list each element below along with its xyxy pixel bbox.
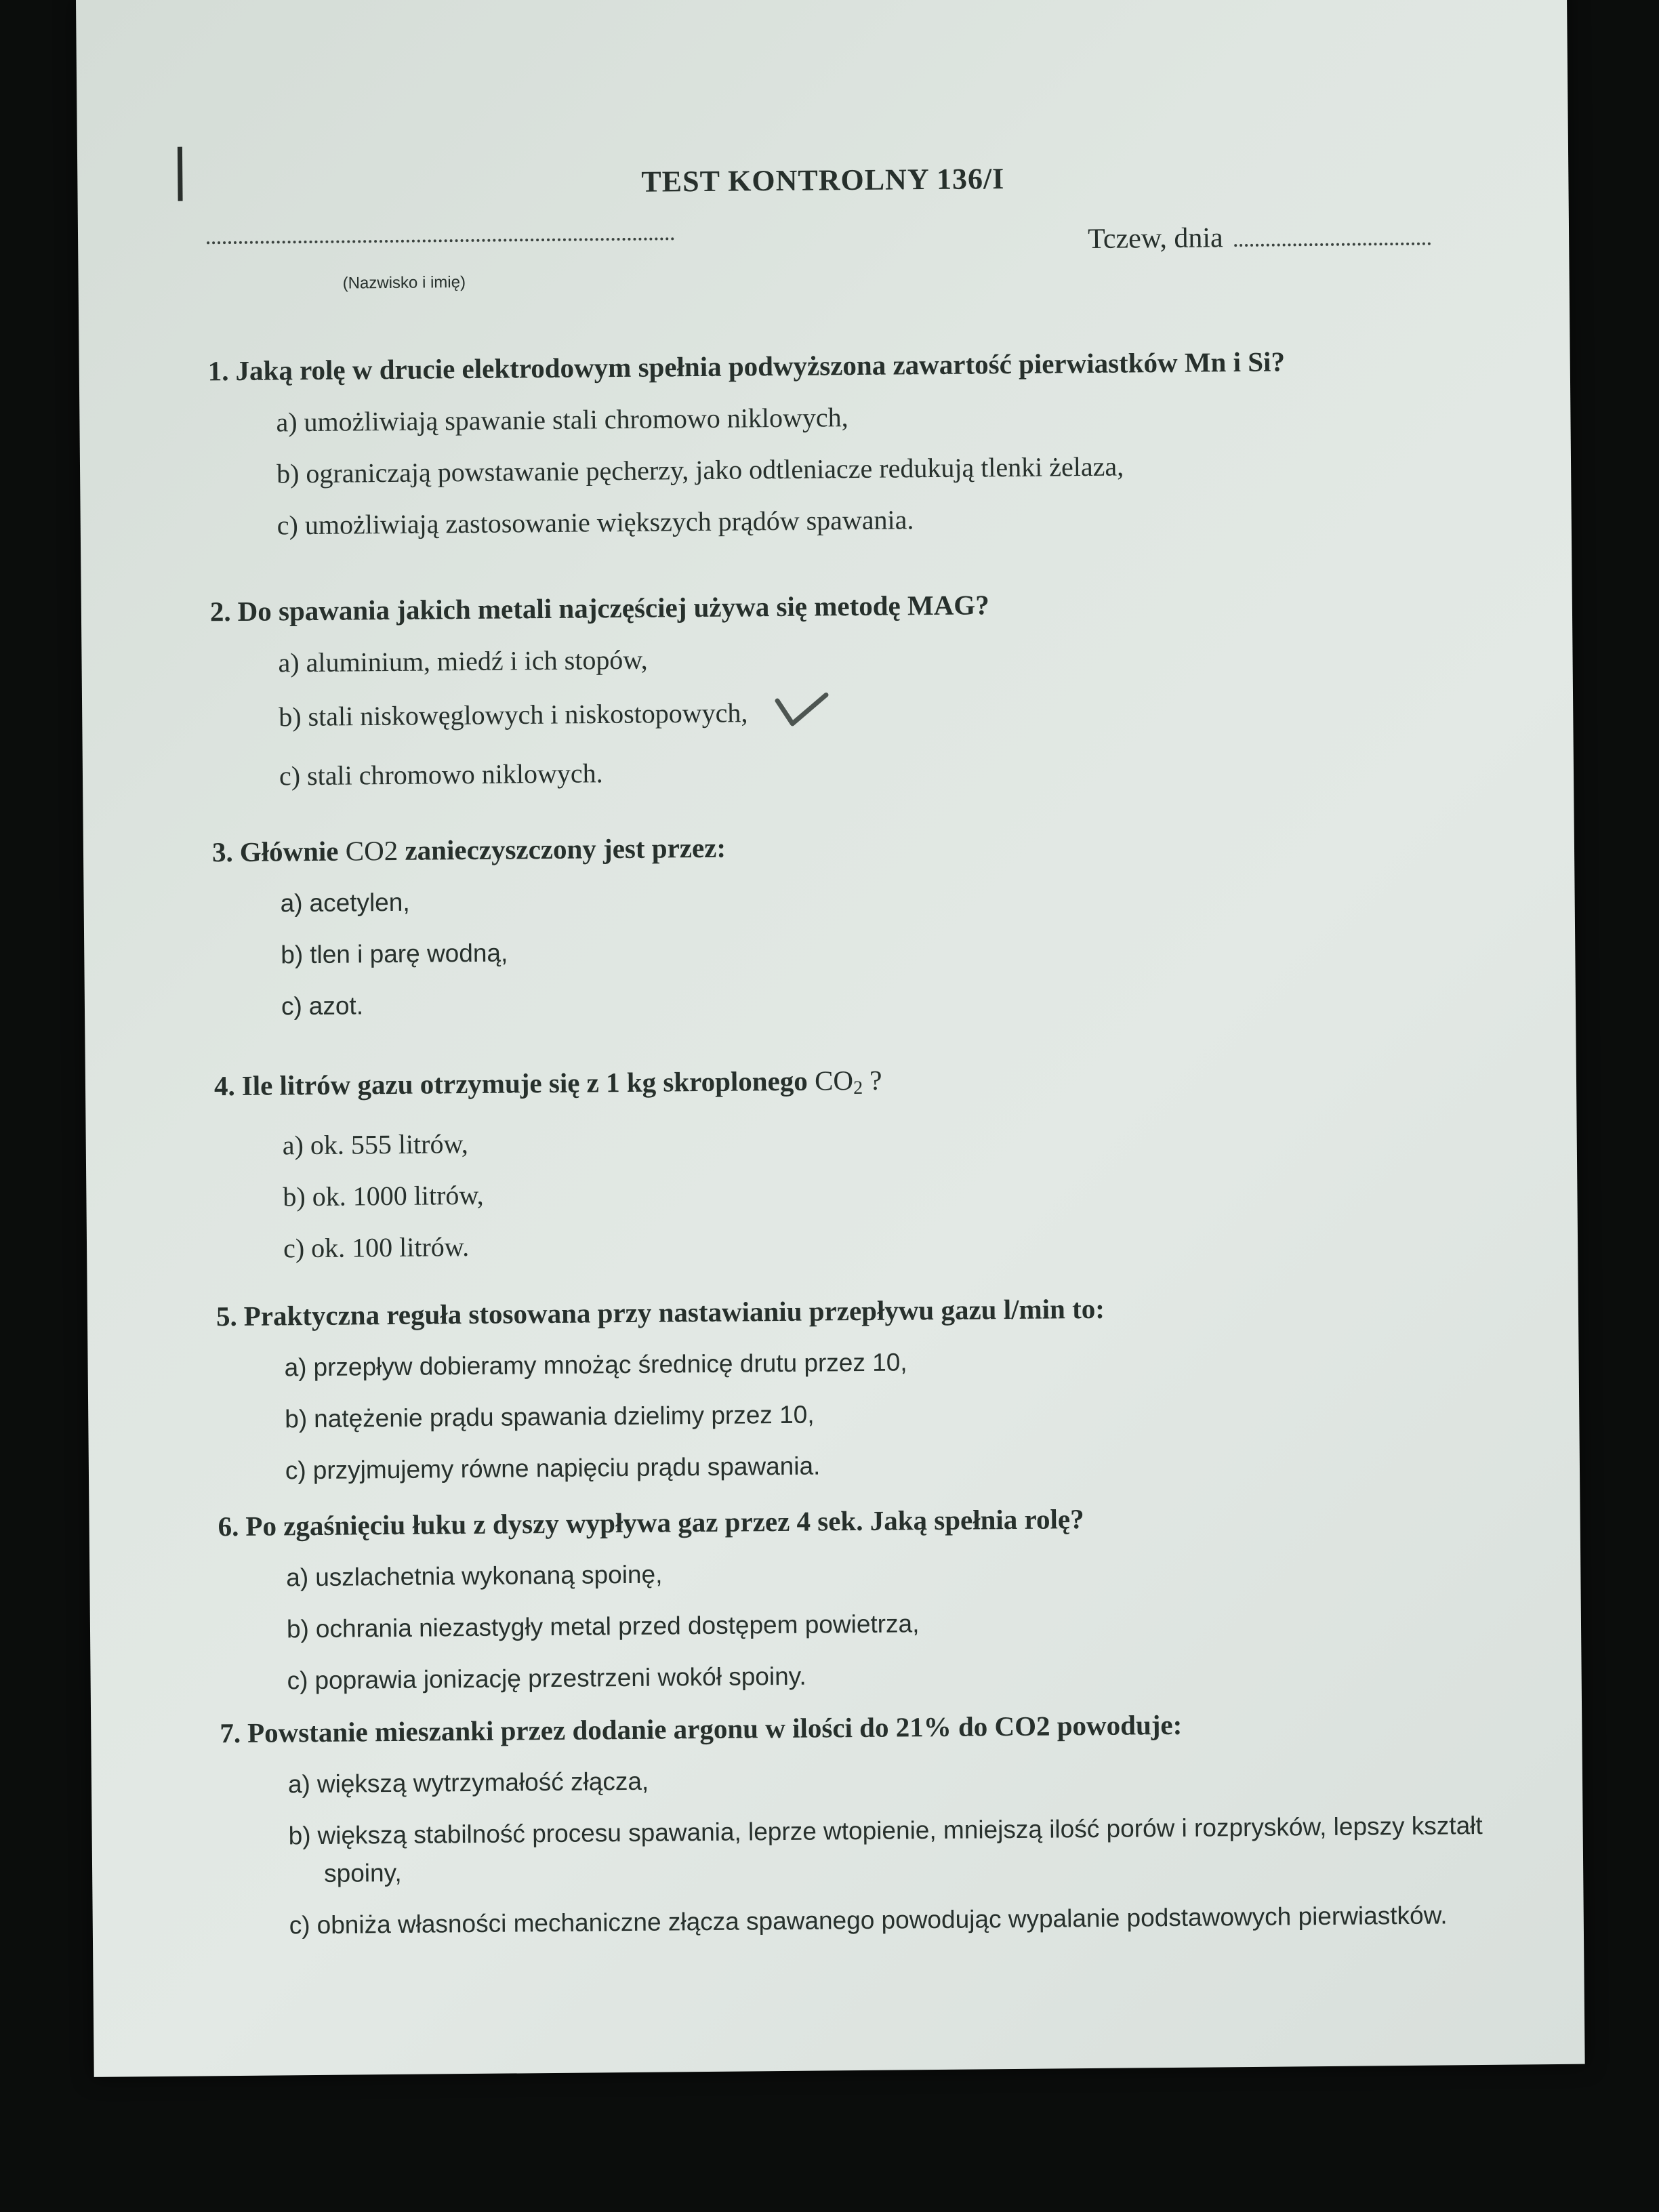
test-sheet: [76, 0, 1585, 2077]
co2-formula: $CO_2$: [814, 1065, 863, 1099]
question-1: [208, 340, 1538, 558]
answer-option[interactable]: [276, 392, 1536, 441]
answer-option[interactable]: [281, 925, 1541, 974]
option-letter: b): [286, 1615, 310, 1643]
question-3: [212, 821, 1542, 1040]
option-letter: a): [276, 407, 298, 438]
option-letter: c): [281, 992, 302, 1021]
answer-option[interactable]: [283, 1167, 1543, 1216]
answer-option[interactable]: [280, 874, 1540, 922]
answer-list: [208, 392, 1538, 545]
question-label: Praktyczna reguła stosowana przy nastawianiu przepływu gazu l/min to:: [243, 1292, 1105, 1332]
option-text: stali chromowo niklowych.: [306, 758, 603, 792]
answer-option[interactable]: [283, 1218, 1544, 1267]
option-letter: a): [284, 1353, 307, 1382]
question-text: [218, 1495, 1546, 1546]
question-number: 5.: [216, 1300, 237, 1332]
option-letter: b): [279, 701, 302, 733]
option-letter: c): [283, 1233, 305, 1264]
option-letter: b): [285, 1405, 308, 1433]
question-number: 7.: [220, 1717, 241, 1749]
co2-formula: CO2: [345, 834, 398, 867]
option-letter: c): [276, 510, 299, 541]
question-number: 1.: [207, 355, 229, 387]
answer-option[interactable]: [285, 1389, 1545, 1438]
answer-list: [212, 874, 1542, 1026]
option-text: ok. 1000 litrów,: [312, 1179, 484, 1212]
option-letter: c): [287, 1666, 308, 1695]
question-5: [216, 1285, 1547, 1504]
answer-option[interactable]: [279, 746, 1540, 795]
question-text: [212, 821, 1540, 872]
option-text: acetylen,: [309, 888, 410, 918]
name-caption: (Nazwisko i imię): [342, 272, 466, 293]
answer-option[interactable]: [278, 633, 1538, 682]
question-number: 6.: [218, 1510, 239, 1542]
place-date-label: Tczew, dnia: [1087, 222, 1223, 255]
answer-option-selected[interactable]: [279, 684, 1540, 743]
question-2: [210, 580, 1540, 809]
answer-list: [216, 1338, 1546, 1490]
option-text: ok. 555 litrów,: [310, 1128, 468, 1161]
answer-list: [210, 633, 1540, 796]
option-letter: b): [276, 458, 300, 489]
question-number: 2.: [209, 596, 231, 628]
answer-option[interactable]: [285, 1441, 1546, 1490]
option-letter: b): [283, 1181, 306, 1212]
option-text: większą stabilność procesu spawania, leprze wtopienie, mniejszą ilość porów i rozprysków, lepszy kształt spoiny,: [317, 1811, 1483, 1887]
question-text: [210, 580, 1538, 631]
option-letter: a): [287, 1770, 311, 1799]
answer-option[interactable]: [277, 495, 1538, 544]
option-text: tlen i parę wodną,: [310, 939, 508, 969]
page-title: TEST KONTROLNY 136/I: [641, 162, 1005, 199]
option-text: uszlachetnia wykonaną spoinę,: [315, 1560, 663, 1592]
question-4: [214, 1054, 1544, 1282]
question-label: Po zgaśnięciu łuku z dyszy wypływa gaz przez 4 sek. Jaką spełnia rolę?: [245, 1503, 1084, 1542]
answer-option[interactable]: [287, 1651, 1547, 1700]
option-text: przyjmujemy równe napięciu prądu spawania.: [312, 1452, 821, 1485]
option-letter: b): [281, 941, 304, 969]
answer-option[interactable]: [283, 1115, 1543, 1164]
option-letter: a): [282, 1130, 304, 1161]
option-letter: a): [278, 647, 300, 678]
answer-list: [220, 1755, 1550, 1945]
option-text: większą wytrzymałość złącza,: [316, 1767, 649, 1798]
answer-option[interactable]: [287, 1599, 1547, 1648]
question-label: Ile litrów gazu otrzymuje się z 1 kg skroplonego: [241, 1065, 808, 1101]
option-text: umożliwiają spawanie stali chromowo niklowych,: [304, 402, 848, 438]
answer-list: [215, 1115, 1544, 1268]
question-label: Jaką rolę w drucie elektrodowym spełnia podwyższona zawartość pierwiastków Mn i Si?: [235, 346, 1286, 386]
option-letter: a): [286, 1563, 309, 1592]
question-label-end: zanieczyszczony jest przez:: [405, 832, 726, 866]
option-text: ok. 100 litrów.: [310, 1231, 470, 1264]
option-text: obniża własności mechaniczne złącza spawanego powodując wypalanie podstawowych pierwiastków.: [316, 1901, 1448, 1940]
question-number: 3.: [211, 836, 233, 868]
checkmark-icon: [775, 691, 830, 739]
name-dotted-line: [207, 237, 674, 244]
question-label: Do spawania jakich metali najczęściej używa się metodę MAG?: [237, 589, 989, 627]
answer-list: [218, 1548, 1548, 1700]
option-letter: c): [285, 1456, 306, 1485]
option-text: azot.: [308, 991, 364, 1021]
option-text: aluminium, miedź i ich stopów,: [306, 644, 648, 678]
option-letter: c): [279, 760, 301, 792]
question-label-start: Głównie: [239, 835, 339, 867]
question-number: 4.: [213, 1070, 235, 1102]
option-letter: a): [280, 889, 303, 918]
option-letter: c): [289, 1911, 310, 1940]
answer-option[interactable]: [288, 1755, 1549, 1803]
question-7: [220, 1702, 1550, 1959]
option-text: umożliwiają zastosowanie większych prądów spawania.: [304, 504, 914, 541]
answer-option[interactable]: [289, 1896, 1550, 1944]
answer-option[interactable]: [288, 1806, 1549, 1893]
option-letter: b): [288, 1822, 311, 1850]
option-text: poprawia jonizację przestrzeni wokół spoiny.: [314, 1662, 806, 1695]
option-text: przepływ dobieramy mnożąc średnicę drutu przez 10,: [313, 1348, 907, 1382]
question-text: [216, 1285, 1544, 1336]
option-text: stali niskowęglowych i niskostopowych,: [308, 697, 748, 732]
option-text: ochrania niezastygły metal przed dostępem powietrza,: [315, 1610, 920, 1643]
date-dotted-line: [1234, 243, 1431, 247]
question-text: [208, 340, 1536, 390]
question-6: [218, 1495, 1548, 1714]
option-text: natężenie prądu spawania dzielimy przez 10,: [314, 1400, 815, 1433]
answer-option[interactable]: [276, 444, 1537, 493]
question-label: Powstanie mieszanki przez dodanie argonu w ilości do 21% do CO2 powoduje:: [247, 1708, 1183, 1748]
answer-option[interactable]: [284, 1338, 1544, 1387]
place-date: [1088, 220, 1431, 255]
answer-option[interactable]: [286, 1548, 1547, 1597]
option-text: ograniczają powstawanie pęcherzy, jako odtleniacze redukują tlenki żelaza,: [306, 451, 1124, 489]
question-text: 4. Ile litrów gazu otrzymuje się z 1 kg skroplonego $CO_2$ ?: [213, 1064, 882, 1102]
answer-option[interactable]: [281, 977, 1542, 1025]
